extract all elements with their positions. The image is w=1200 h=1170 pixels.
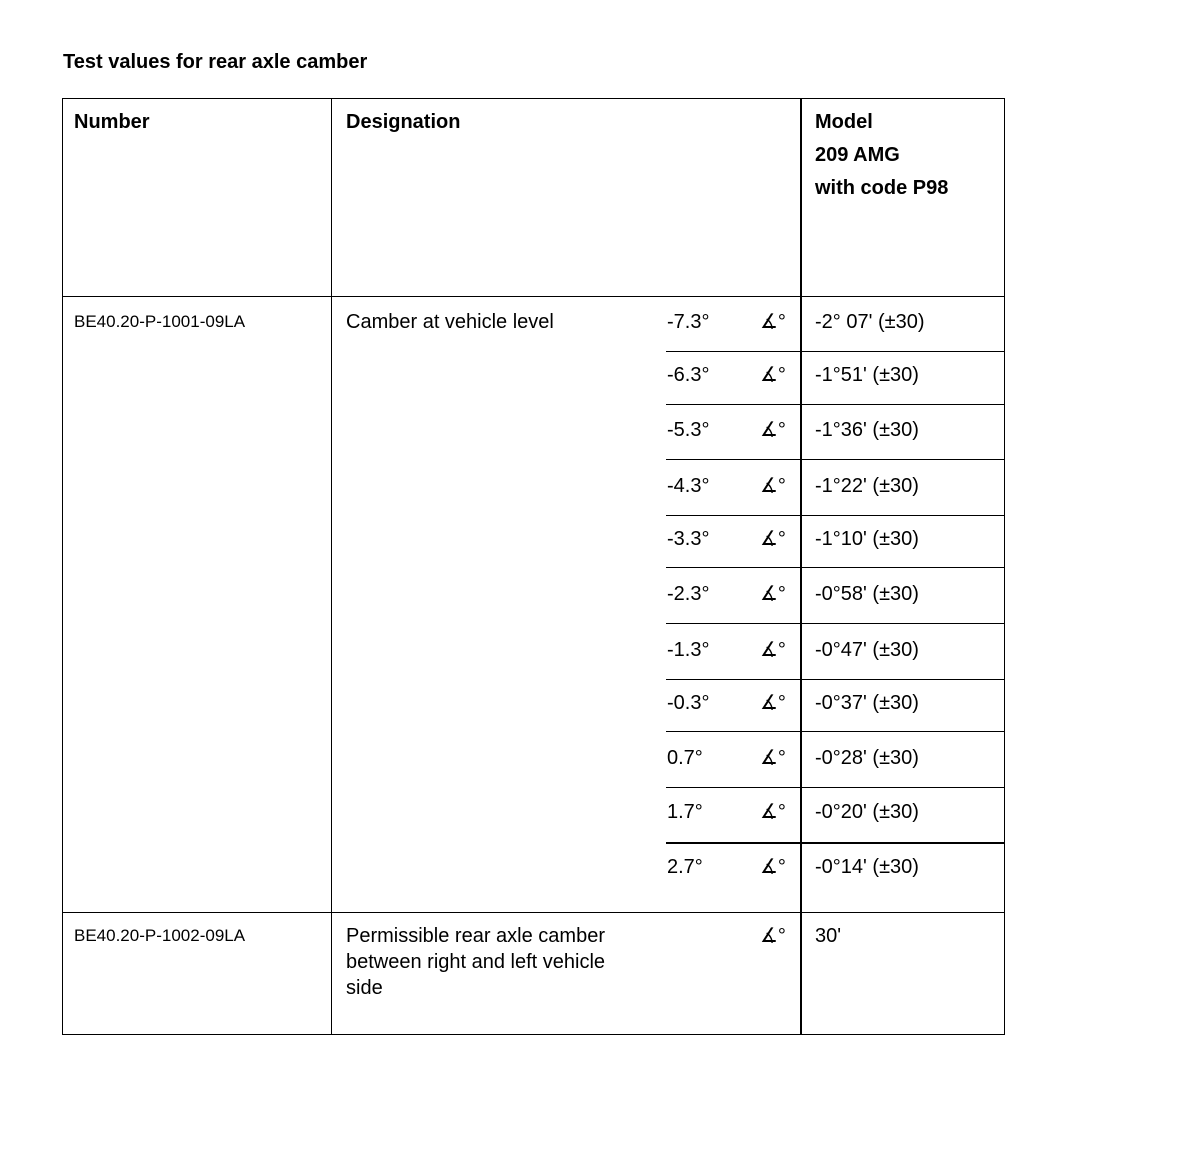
value-row-divider [666,351,1005,352]
value-row-divider [666,787,1005,788]
header-designation: Designation [346,111,461,133]
level-angle: -2.3° [667,583,710,605]
angle-unit-icon: ∡° [760,419,786,441]
camber-value: -1°51' (±30) [815,364,919,386]
camber-tolerance-value: 30' [815,925,842,947]
row-divider [62,912,1005,913]
angle-unit-icon: ∡° [760,364,786,386]
level-angle: -0.3° [667,692,710,714]
value-row-divider [666,679,1005,680]
level-angle: -6.3° [667,364,710,386]
camber-value: -0°20' (±30) [815,801,919,823]
header-model-line-1: Model [815,111,873,133]
camber-value: -2° 07' (±30) [815,311,925,333]
angle-unit-icon: ∡° [760,692,786,714]
header-model-line-2: 209 AMG [815,144,900,166]
angle-unit-icon: ∡° [760,747,786,769]
level-angle: 1.7° [667,801,703,823]
value-row-divider [666,731,1005,732]
header-model-line-3: with code P98 [815,177,949,199]
angle-unit-icon: ∡° [760,925,786,947]
spec-number: BE40.20-P-1001-09LA [74,312,246,331]
angle-unit-icon: ∡° [760,583,786,605]
level-angle: -4.3° [667,475,710,497]
value-row-divider [666,515,1005,516]
spec-number: BE40.20-P-1002-09LA [74,926,246,945]
angle-unit-icon: ∡° [760,856,786,878]
level-angle: -5.3° [667,419,710,441]
level-angle: 0.7° [667,747,703,769]
value-row-divider [666,842,1005,844]
value-row-divider [666,567,1005,568]
camber-value: -0°58' (±30) [815,583,919,605]
angle-unit-icon: ∡° [760,311,786,333]
spec-designation: Permissible rear axle camber between right and left vehicle side [346,925,606,999]
column-divider [331,98,332,1035]
camber-value: -1°10' (±30) [815,528,919,550]
level-angle: -3.3° [667,528,710,550]
value-row-divider [666,623,1005,624]
level-angle: -7.3° [667,311,710,333]
level-angle: 2.7° [667,856,703,878]
angle-unit-icon: ∡° [760,528,786,550]
value-row-divider [666,404,1005,405]
angle-unit-icon: ∡° [760,639,786,661]
camber-value: -1°22' (±30) [815,475,919,497]
angle-unit-icon: ∡° [760,801,786,823]
spec-designation: Camber at vehicle level [346,311,554,333]
camber-value: -0°28' (±30) [815,747,919,769]
camber-value: -1°36' (±30) [815,419,919,441]
camber-value: -0°37' (±30) [815,692,919,714]
camber-value: -0°47' (±30) [815,639,919,661]
page-title: Test values for rear axle camber [63,51,368,73]
camber-spec-table [62,98,1005,1035]
value-row-divider [666,459,1005,460]
header-number: Number [74,111,150,133]
angle-unit-icon: ∡° [760,475,786,497]
level-angle: -1.3° [667,639,710,661]
camber-value: -0°14' (±30) [815,856,919,878]
header-divider [62,296,1005,297]
